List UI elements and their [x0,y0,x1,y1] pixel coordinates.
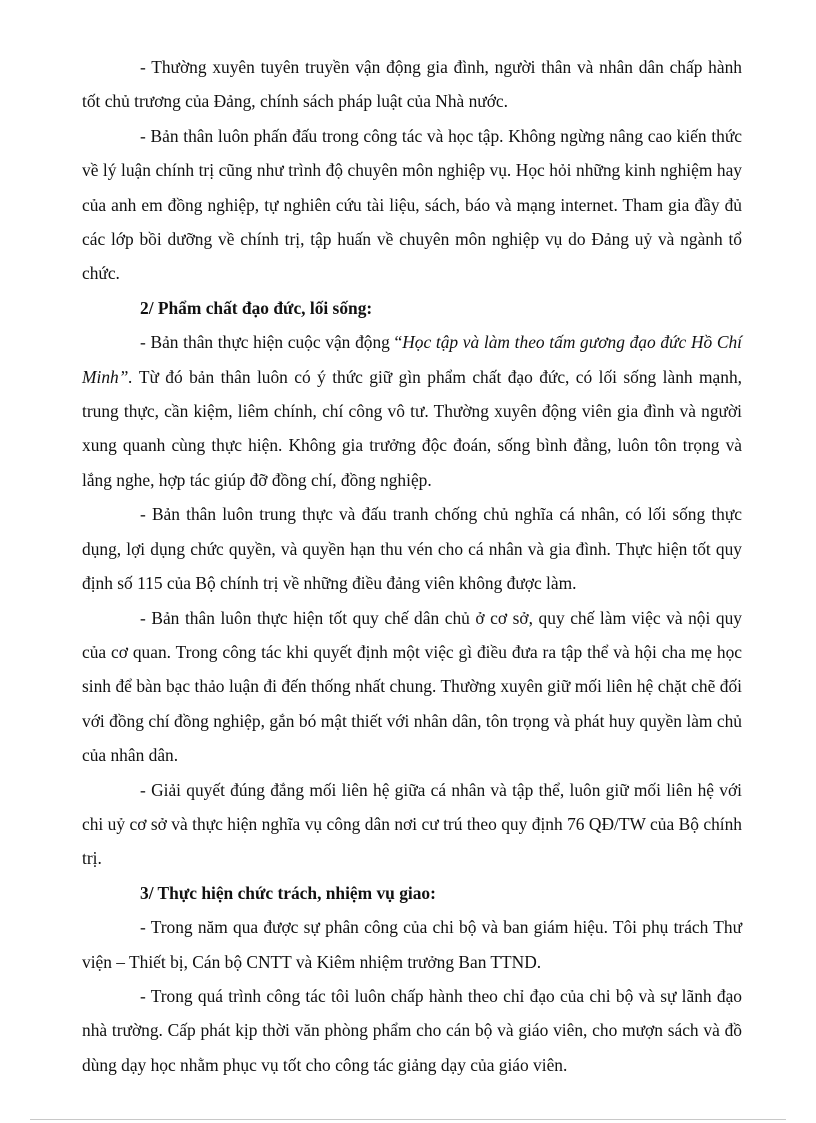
paragraph-assignment: - Trong năm qua được sự phân công của chi bộ và ban giám hiệu. Tôi phụ trách Thư viện – Thiết bị, Cán bộ CNTT và Kiêm nhiệm trưởng Ban TTND. [82,917,742,972]
section-heading-duties: 3/ Thực hiện chức trách, nhiệm vụ giao: [140,882,436,903]
campaign-title: Học tập và làm theo tấm gương đạo đức Hồ Chí Minh”. [82,332,743,387]
document-body [82,50,742,1082]
paragraph-propaganda: - Thường xuyên tuyên truyền vận động gia đình, người thân và nhân dân chấp hành tốt chủ trương của Đảng, chính sách pháp luật của Nhà nước. [82,57,742,112]
page-bottom-divider [30,1119,786,1120]
paragraph-work-process: - Trong quá trình công tác tôi luôn chấp hành theo chỉ đạo của chi bộ và sự lãnh đạo nhà trường. Cấp phát kịp thời văn phòng phẩm cho cán bộ và giáo viên, cho mượn sách và đồ dùng dạy học nhằm phục vụ tốt cho công tác giảng dạy của giáo viên. [82,985,742,1075]
paragraph-relations: - Giải quyết đúng đắng mối liên hệ giữa cá nhân và tập thể, luôn giữ mối liên hệ với chi uỷ cơ sở và thực hiện nghĩa vụ công dân nơi cư trú theo quy định 76 QĐ/TW của Bộ chính trị. [82,779,742,869]
campaign-prefix: - Bản thân thực hiện cuộc vận động “ [140,332,403,353]
paragraph-ho-chi-minh-campaign [82,325,742,497]
campaign-rest: Từ đó bản thân luôn có ý thức giữ gìn phẩm chất đạo đức, có lối sống lành mạnh, trung thực, cần kiệm, liêm chính, chí công vô tư. Thường xuyên động viên gia đình và người xung quanh cùng thực hiện. Không gia trưởng độc đoán, sống bình đẳng, luôn tôn trọng và lắng nghe, hợp tác giúp đỡ đồng chí, đồng nghiệp. [82,366,742,490]
paragraph-honesty: - Bản thân luôn trung thực và đấu tranh chống chủ nghĩa cá nhân, có lối sống thực dụng, lợi dụng chức quyền, và quyền hạn thu vén cho cá nhân và gia đình. Thực hiện tốt quy định số 115 của Bộ chính trị về những điều đảng viên không được làm. [82,504,742,594]
section-heading-ethics: 2/ Phẩm chất đạo đức, lối sống: [140,297,373,318]
paragraph-democracy: - Bản thân luôn thực hiện tốt quy chế dân chủ ở cơ sở, quy chế làm việc và nội quy của cơ quan. Trong công tác khi quyết định một việc gì điều đưa ra tập thể và hội cha mẹ học sinh để bàn bạc thảo luận đi đến thống nhất chung. Thường xuyên giữ mối liên hệ chặt chẽ đối với đồng chí đồng nghiệp, gắn bó mật thiết với nhân dân, tôn trọng và phát huy quyền làm chủ của nhân dân. [82,607,742,766]
paragraph-self-study: - Bản thân luôn phấn đấu trong công tác và học tập. Không ngừng nâng cao kiến thức về lý luận chính trị cũng như trình độ chuyên môn nghiệp vụ. Học hỏi những kinh nghiệm hay của anh em đồng nghiệp, tự nghiên cứu tài liệu, sách, báo và mạng internet. Tham gia đầy đủ các lớp bồi dưỡng về chính trị, tập huấn về chuyên môn nghiệp vụ do Đảng uỷ và ngành tổ chức. [82,125,742,284]
